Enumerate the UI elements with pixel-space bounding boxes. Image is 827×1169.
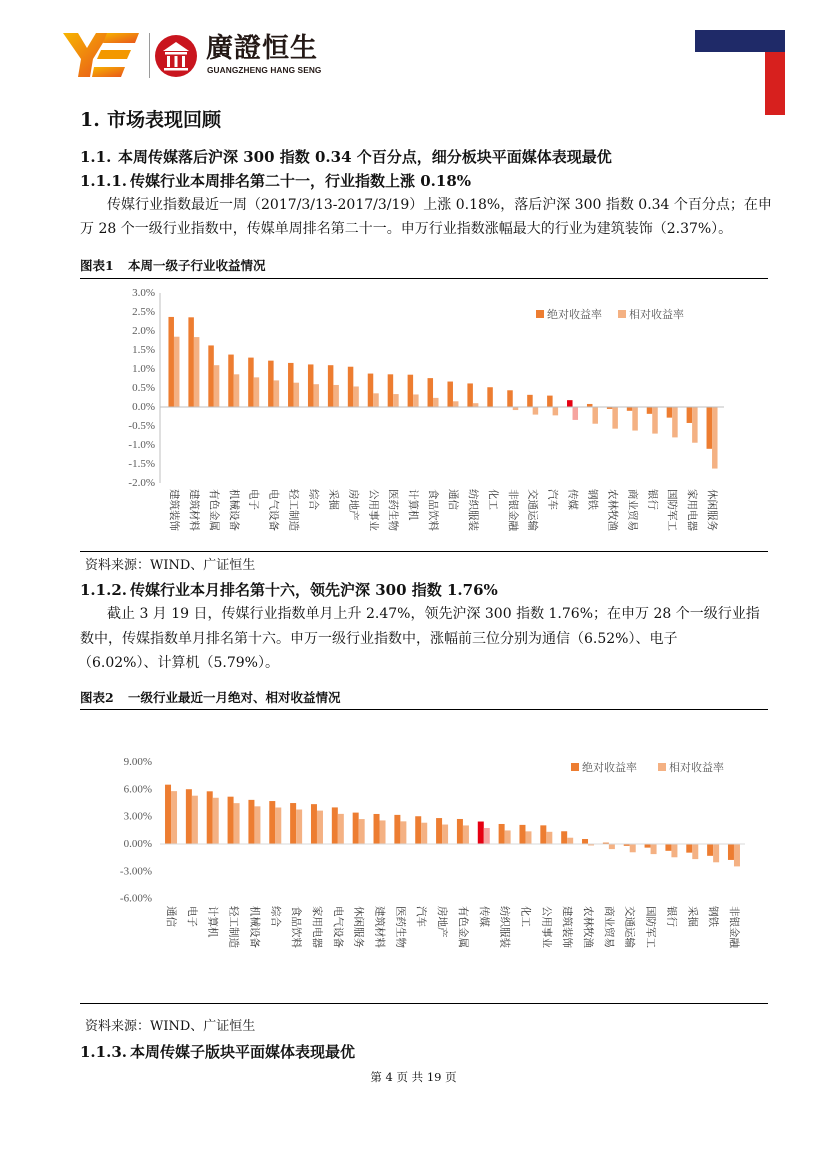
category-label: 农林牧渔 xyxy=(582,906,595,948)
relative-return-bar xyxy=(473,403,479,407)
relative-return-bar xyxy=(442,825,448,844)
absolute-return-bar xyxy=(208,345,214,407)
relative-return-bar xyxy=(317,811,323,844)
y-tick-label: 0.00% xyxy=(123,838,152,850)
category-label: 采掘 xyxy=(327,489,340,510)
category-label: 房地产 xyxy=(347,489,360,521)
relative-return-bar xyxy=(671,844,677,857)
subsection-title: 本周传媒落后沪深 300 指数 0.34 个百分点，细分板块平面媒体表现最优 xyxy=(118,148,612,166)
figure-label: 图表1 xyxy=(80,258,114,273)
y-tick-label: 9.00% xyxy=(123,756,152,769)
relative-return-bar xyxy=(712,407,718,469)
category-label: 公用事业 xyxy=(367,489,380,531)
absolute-return-bar xyxy=(328,365,334,407)
absolute-return-bar xyxy=(353,813,359,844)
category-label: 电子 xyxy=(185,906,198,927)
relative-return-bar xyxy=(630,844,636,852)
y-tick-label: 2.5% xyxy=(132,306,155,318)
absolute-return-bar xyxy=(186,789,192,844)
relative-return-bar xyxy=(254,806,260,844)
relative-return-bar xyxy=(296,810,302,844)
absolute-return-bar xyxy=(332,807,338,844)
absolute-return-bar xyxy=(499,824,505,844)
category-label: 建筑材料 xyxy=(373,906,386,948)
absolute-return-bar xyxy=(582,839,588,844)
absolute-return-bar xyxy=(308,364,314,407)
relative-return-bar xyxy=(373,393,379,407)
category-label: 通信 xyxy=(165,906,178,927)
absolute-return-bar xyxy=(507,390,513,407)
y-tick-label: 0.5% xyxy=(132,382,155,394)
category-label: 化工 xyxy=(519,906,532,927)
y-tick-label: -2.0% xyxy=(128,477,155,489)
y-tick-label: 2.0% xyxy=(132,325,155,337)
category-label: 纺织服装 xyxy=(498,906,511,948)
category-label: 食品饮料 xyxy=(290,906,303,948)
absolute-return-legend-label: 绝对收益率 xyxy=(582,761,637,774)
absolute-return-legend-swatch xyxy=(571,763,579,771)
company-name-cn: 廣證恒生 xyxy=(206,33,318,64)
relative-return-legend-swatch xyxy=(618,310,626,318)
category-label: 化工 xyxy=(486,489,499,510)
relative-return-bar xyxy=(294,383,300,407)
category-label: 食品饮料 xyxy=(427,489,440,531)
relative-return-bar xyxy=(612,407,618,429)
absolute-return-legend-swatch xyxy=(536,310,544,318)
absolute-return-bar xyxy=(519,825,525,844)
category-label: 交通运输 xyxy=(623,906,636,948)
category-label: 机械设备 xyxy=(248,906,261,948)
page-number: 第 4 页 共 19 页 xyxy=(370,1070,457,1084)
category-label: 银行 xyxy=(665,906,678,927)
absolute-return-bar xyxy=(248,800,254,844)
absolute-return-bar xyxy=(540,825,546,844)
relative-return-bar xyxy=(234,374,240,407)
absolute-return-bar xyxy=(269,801,275,844)
category-label: 综合 xyxy=(269,906,282,927)
absolute-return-bar xyxy=(168,317,174,407)
category-label: 传媒 xyxy=(566,489,579,510)
figure-top-rule xyxy=(80,278,768,279)
category-label: 商业贸易 xyxy=(626,489,639,531)
y-tick-label: -3.00% xyxy=(119,865,152,878)
category-label: 电子 xyxy=(247,489,260,510)
absolute-return-bar xyxy=(567,400,573,407)
relative-return-bar xyxy=(359,819,365,844)
relative-return-bar xyxy=(525,831,531,844)
category-label: 国防军工 xyxy=(666,489,679,531)
relative-return-bar xyxy=(713,844,719,862)
relative-return-bar xyxy=(651,844,657,854)
absolute-return-bar xyxy=(547,396,553,407)
relative-return-legend-swatch xyxy=(658,763,666,771)
category-label: 传媒 xyxy=(477,906,490,927)
relative-return-bar xyxy=(194,337,200,407)
relative-return-legend-label: 相对收益率 xyxy=(669,761,724,774)
figure-caption: 一级行业最近一月绝对、相对收益情况 xyxy=(128,690,341,705)
category-label: 非银金融 xyxy=(506,489,519,531)
absolute-return-bar xyxy=(647,407,653,414)
absolute-return-bar xyxy=(686,844,692,853)
relative-return-bar xyxy=(734,844,740,866)
relative-return-bar xyxy=(353,386,359,407)
subsubsection-title: 传媒行业本月排名第十六，领先沪深 300 指数 1.76% xyxy=(130,581,498,599)
subsubsection-number: 1.1.1. xyxy=(80,172,127,190)
y-tick-label: 6.00% xyxy=(123,783,152,796)
y-tick-label: 3.0% xyxy=(132,287,155,299)
category-label: 钢铁 xyxy=(586,489,599,510)
relative-return-bar xyxy=(573,407,579,420)
category-label: 计算机 xyxy=(407,489,420,521)
relative-return-bar xyxy=(672,407,678,437)
category-label: 房地产 xyxy=(436,906,449,938)
absolute-return-bar xyxy=(467,383,473,407)
category-label: 农林牧渔 xyxy=(606,489,619,531)
logo-divider xyxy=(149,33,150,78)
category-label: 医药生物 xyxy=(394,906,407,948)
y-tick-label: 1.5% xyxy=(132,344,155,356)
category-label: 通信 xyxy=(446,489,459,510)
relative-return-bar xyxy=(484,828,490,844)
absolute-return-bar xyxy=(394,815,400,844)
category-label: 汽车 xyxy=(415,906,428,927)
category-label: 计算机 xyxy=(206,906,219,938)
absolute-return-bar xyxy=(248,358,254,407)
subsubsection-title: 传媒行业本周排名第二十一，行业指数上涨 0.18% xyxy=(130,172,472,190)
category-label: 电气设备 xyxy=(267,489,280,531)
category-label: 纺织服装 xyxy=(466,489,479,531)
relative-return-bar xyxy=(275,808,281,844)
y-tick-label: -1.5% xyxy=(128,458,155,470)
industry-weekly-return-chart xyxy=(80,280,768,550)
category-label: 采掘 xyxy=(686,906,699,927)
relative-return-bar xyxy=(692,844,698,859)
absolute-return-bar xyxy=(428,378,434,407)
absolute-return-bar xyxy=(665,844,671,851)
figure-label: 图表2 xyxy=(80,690,114,705)
relative-return-bar xyxy=(254,377,260,407)
relative-return-bar xyxy=(553,407,559,415)
absolute-return-bar xyxy=(627,407,633,411)
relative-return-bar xyxy=(692,407,698,443)
industry-monthly-return-chart xyxy=(80,711,768,1001)
absolute-return-bar xyxy=(561,831,567,844)
absolute-return-bar xyxy=(728,844,734,860)
category-label: 家用电器 xyxy=(310,906,323,948)
paragraph-line: 传媒行业指数最近一周（2017/3/13-2017/3/19）上涨 0.18%，落后沪深 300 指数 0.34 个百分点；在申 xyxy=(107,197,772,213)
category-label: 建筑装饰 xyxy=(561,906,574,948)
relative-return-bar xyxy=(313,384,319,407)
company-logo-icon xyxy=(63,31,139,79)
y-tick-label: 0.0% xyxy=(132,401,155,413)
relative-return-bar xyxy=(400,821,406,844)
category-label: 医药生物 xyxy=(387,489,400,531)
absolute-return-bar xyxy=(447,382,453,407)
absolute-return-bar xyxy=(457,819,463,844)
paragraph-line: 截止 3 月 19 日，传媒行业指数单月上升 2.47%，领先沪深 300 指数 1.76%；在申万 28 个一级行业指 xyxy=(107,606,760,622)
figure-source: 资料来源：WIND、广证恒生 xyxy=(85,1019,256,1034)
absolute-return-bar xyxy=(478,822,484,844)
subsubsection-title: 本周传媒子版块平面媒体表现最优 xyxy=(130,1043,356,1061)
absolute-return-bar xyxy=(165,785,171,844)
relative-return-bar xyxy=(533,407,539,415)
relative-return-bar xyxy=(174,337,180,407)
absolute-return-bar xyxy=(368,374,374,407)
relative-return-bar xyxy=(505,830,511,844)
category-label: 商业贸易 xyxy=(602,906,615,948)
y-tick-label: -0.5% xyxy=(128,420,155,432)
relative-return-bar xyxy=(380,820,386,844)
subsection-number: 1.1. xyxy=(80,148,112,166)
absolute-return-bar xyxy=(527,395,533,407)
paragraph-line: 万 28 个一级行业指数中，传媒单周排名第二十一。申万行业指数涨幅最大的行业为建筑装饰（2.37%）。 xyxy=(80,221,733,237)
category-label: 轻工制造 xyxy=(287,489,300,531)
absolute-return-bar xyxy=(645,844,651,848)
category-label: 国防军工 xyxy=(644,906,657,948)
relative-return-bar xyxy=(421,823,427,844)
figure-caption: 本周一级子行业收益情况 xyxy=(128,258,266,273)
category-label: 非银金融 xyxy=(727,906,740,948)
category-label: 有色金属 xyxy=(207,489,220,531)
category-label: 汽车 xyxy=(546,489,559,510)
relative-return-bar xyxy=(567,838,573,844)
relative-return-bar xyxy=(652,407,658,434)
seal-icon xyxy=(154,34,198,78)
absolute-return-bar xyxy=(687,407,693,423)
figure-top-rule xyxy=(80,709,768,710)
category-label: 轻工制造 xyxy=(227,906,240,948)
section-number: 1. xyxy=(80,109,100,131)
category-label: 机械设备 xyxy=(227,489,240,531)
relative-return-bar xyxy=(213,798,219,844)
relative-return-bar xyxy=(433,398,439,407)
relative-return-bar xyxy=(393,394,399,407)
relative-return-bar xyxy=(463,825,469,844)
y-tick-label: -1.0% xyxy=(128,439,155,451)
category-label: 建筑材料 xyxy=(187,489,200,531)
category-label: 休闲服务 xyxy=(352,906,365,948)
company-name-en: GUANGZHENG HANG SENG xyxy=(207,65,322,75)
absolute-return-bar xyxy=(388,374,394,407)
absolute-return-bar xyxy=(415,816,421,844)
absolute-return-bar xyxy=(487,387,493,407)
category-label: 公用事业 xyxy=(540,906,553,948)
absolute-return-bar xyxy=(707,407,713,449)
category-label: 钢铁 xyxy=(707,906,720,927)
category-label: 交通运输 xyxy=(526,489,539,531)
relative-return-bar xyxy=(546,832,552,844)
section-title: 市场表现回顾 xyxy=(107,109,222,131)
y-tick-label: 1.0% xyxy=(132,363,155,375)
relative-return-bar xyxy=(453,401,459,407)
absolute-return-bar xyxy=(188,317,194,407)
absolute-return-bar xyxy=(374,814,380,844)
absolute-return-bar xyxy=(436,818,442,844)
absolute-return-legend-label: 绝对收益率 xyxy=(547,308,602,321)
relative-return-bar xyxy=(234,803,240,844)
absolute-return-bar xyxy=(311,804,317,844)
absolute-return-bar xyxy=(228,797,234,844)
relative-return-bar xyxy=(192,796,198,844)
relative-return-bar xyxy=(171,791,177,844)
category-label: 有色金属 xyxy=(456,906,469,948)
category-label: 银行 xyxy=(646,489,659,510)
y-tick-label: -6.00% xyxy=(119,892,152,905)
paragraph-line: （6.02%）、计算机（5.79%）。 xyxy=(78,655,279,671)
category-label: 建筑装饰 xyxy=(167,489,180,531)
absolute-return-bar xyxy=(207,791,213,844)
relative-return-bar xyxy=(338,814,344,844)
absolute-return-bar xyxy=(348,367,354,407)
relative-return-bar xyxy=(333,385,339,407)
absolute-return-bar xyxy=(408,375,414,407)
relative-return-legend-label: 相对收益率 xyxy=(629,308,684,321)
relative-return-bar xyxy=(592,407,598,424)
absolute-return-bar xyxy=(228,355,234,407)
relative-return-bar xyxy=(609,844,615,849)
figure-source: 资料来源：WIND、广证恒生 xyxy=(85,558,256,573)
relative-return-bar xyxy=(214,365,220,407)
category-label: 综合 xyxy=(307,489,320,510)
category-label: 家用电器 xyxy=(686,489,699,531)
subsubsection-number: 1.1.3. xyxy=(80,1043,127,1061)
relative-return-bar xyxy=(413,394,419,407)
subsubsection-number: 1.1.2. xyxy=(80,581,127,599)
relative-return-bar xyxy=(274,380,280,407)
paragraph-line: 数中，传媒指数单月排名第十六。申万一级行业指数中，涨幅前三位分别为通信（6.52%）、电子 xyxy=(80,631,678,647)
figure-bottom-rule xyxy=(80,551,768,552)
corner-decoration-icon xyxy=(693,29,787,117)
absolute-return-bar xyxy=(667,407,673,418)
absolute-return-bar xyxy=(268,361,274,407)
absolute-return-bar xyxy=(707,844,713,856)
figure-bottom-rule xyxy=(80,1003,768,1004)
absolute-return-bar xyxy=(288,363,294,407)
category-label: 电气设备 xyxy=(331,906,344,948)
relative-return-bar xyxy=(632,407,638,431)
y-tick-label: 3.00% xyxy=(123,810,152,823)
category-label: 休闲服务 xyxy=(706,489,719,531)
absolute-return-bar xyxy=(290,803,296,844)
